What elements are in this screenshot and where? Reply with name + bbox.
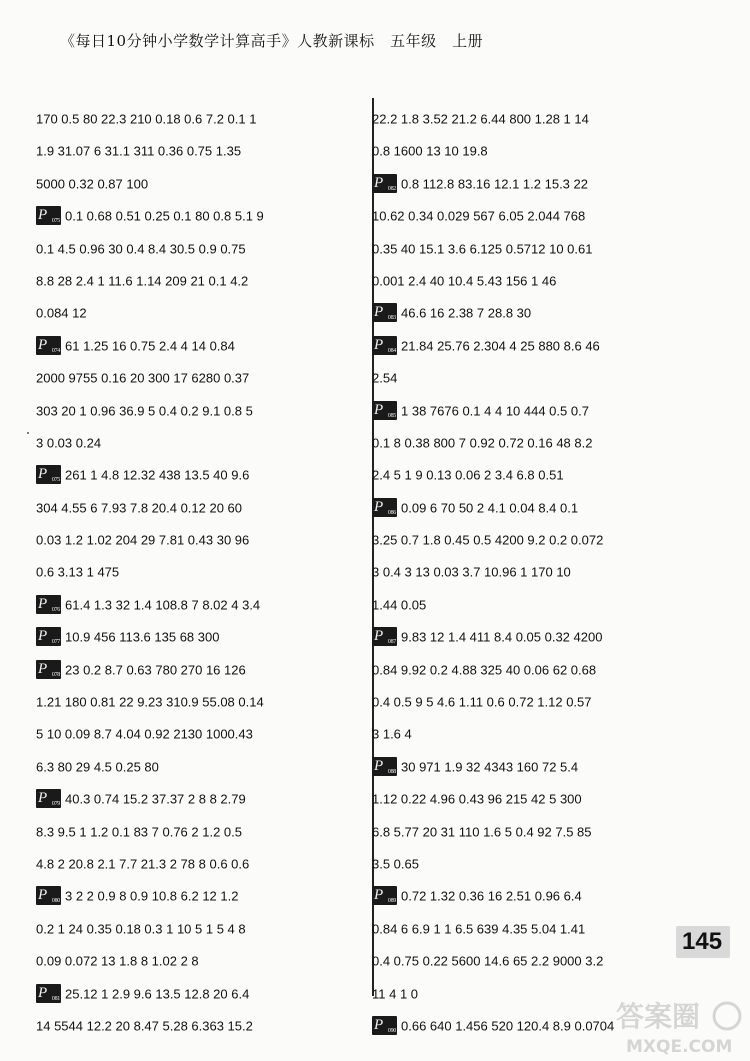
answer-line: [36, 297, 368, 329]
page-ref-number: 083: [387, 315, 396, 322]
answer-values: 0.35 40 15.1 3.6 6.125 0.5712 10 0.61: [372, 240, 593, 256]
answer-line: [372, 233, 734, 265]
answer-values: 6.8 5.77 20 31 110 1.6 5 0.4 92 7.5 85: [372, 823, 592, 839]
answer-values: 8.3 9.5 1 1.2 0.1 83 7 0.76 2 1.2 0.5: [36, 823, 243, 839]
page-ref-number: 081: [51, 995, 60, 1002]
answer-values: 3.25 0.7 1.8 0.45 0.5 4200 9.2 0.2 0.072: [372, 532, 604, 548]
answer-line: [372, 816, 734, 848]
answer-line: [36, 1010, 368, 1042]
page-ref-badge: P 087: [374, 628, 396, 646]
answer-values: 1 38 7676 0.1 4 4 10 444 0.5 0.7: [401, 402, 589, 418]
answer-values: 0.72 1.32 0.36 16 2.51 0.96 6.4: [401, 888, 582, 904]
page-ref-badge: P 079: [38, 790, 60, 808]
page-ref-badge: P 086: [374, 498, 396, 516]
answer-values: 0.8 1600 13 10 19.8: [372, 143, 488, 159]
page-ref-number: 087: [387, 639, 396, 646]
answer-values: 261 1 4.8 12.32 438 13.5 40 9.6: [65, 467, 250, 483]
answer-values: 23 0.2 8.7 0.63 780 270 16 126: [65, 662, 246, 677]
answer-values: 21.84 25.76 2.304 4 25 880 8.6 46: [401, 338, 600, 354]
answer-line: [372, 686, 734, 718]
answer-values: 1.12 0.22 4.96 0.43 96 215 42 5 300: [372, 791, 582, 807]
answer-line: [372, 395, 734, 427]
answer-line: [36, 978, 368, 1010]
answer-line: [36, 233, 368, 265]
answer-line: [372, 168, 734, 200]
answer-line: [372, 880, 734, 912]
answer-values: 2000 9755 0.16 20 300 17 6280 0.37: [36, 370, 250, 386]
page-ref-badge: P 074: [38, 336, 60, 354]
answer-line: [372, 751, 734, 783]
answer-line: [36, 718, 368, 750]
answer-line: [36, 395, 368, 427]
answer-line: [372, 362, 734, 394]
page-ref-badge: P 080: [38, 887, 60, 905]
answer-line: [372, 427, 734, 459]
answer-values: 5 10 0.09 8.7 4.04 0.92 2130 1000.43: [36, 726, 253, 742]
answer-line: [36, 686, 368, 718]
answer-values: 6.3 80 29 4.5 0.25 80: [36, 759, 159, 775]
answer-line: [372, 135, 734, 167]
answer-line: [36, 362, 368, 394]
answer-line: [36, 621, 368, 653]
page-ref-badge: P 090: [374, 1017, 396, 1034]
answer-values: 1.9 31.07 6 31.1 311 0.36 0.75 1.35: [36, 143, 242, 159]
page-ref-number: 089: [387, 898, 396, 905]
answer-values: 0.1 0.68 0.51 0.25 0.1 80 0.8 5.1 9: [65, 208, 264, 224]
answer-values: 10.9 456 113.6 135 68 300: [65, 629, 220, 645]
answer-line: [372, 589, 734, 621]
watermark-bottom: MXQE.COM: [626, 1037, 733, 1056]
watermark-logo: [612, 994, 742, 1056]
answer-line: [372, 265, 734, 297]
answer-line: [36, 913, 368, 945]
page-ref-number: 079: [51, 801, 60, 808]
answer-values: 0.03 1.2 1.02 204 29 7.81 0.43 30 96: [36, 532, 250, 548]
page-ref-badge: P 075: [38, 466, 60, 484]
right-answer-column: [372, 103, 734, 1042]
answer-line: [372, 783, 734, 815]
answer-line: [372, 459, 734, 491]
page-ref-number: 074: [51, 347, 60, 354]
answer-line: [36, 945, 368, 977]
answer-line: [36, 168, 368, 200]
page-ref-number: 090: [387, 1028, 396, 1034]
answer-line: [36, 265, 368, 297]
page-ref-number: 080: [51, 898, 60, 905]
answer-values: 2.54: [372, 370, 398, 386]
page-ref-number: 075: [51, 218, 60, 225]
answer-values: 22.2 1.8 3.52 21.2 6.44 800 1.28 1 14: [372, 111, 589, 127]
page-ref-number: 076: [51, 606, 60, 613]
page-ref-number: 082: [387, 185, 396, 192]
answer-values: 0.84 6 6.9 1 1 6.5 639 4.35 5.04 1.41: [372, 921, 586, 937]
answer-values: 46.6 16 2.38 7 28.8 30: [401, 305, 532, 321]
answer-values: 3 2 2 0.9 8 0.9 10.8 6.2 12 1.2: [65, 888, 239, 904]
watermark-circle: [714, 1003, 740, 1029]
page-ref-badge: P 083: [374, 304, 396, 322]
answer-values: 0.09 0.072 13 1.8 8 1.02 2 8: [36, 953, 199, 969]
answer-values: 0.09 6 70 50 2 4.1 0.04 8.4 0.1: [401, 500, 579, 516]
answer-values: 0.1 4.5 0.96 30 0.4 8.4 30.5 0.9 0.75: [36, 240, 246, 256]
answer-line: [372, 556, 734, 588]
answer-line: [36, 135, 368, 167]
answer-values: 14 5544 12.2 20 8.47 5.28 6.363 15.2: [36, 1018, 253, 1034]
answer-values: 3 1.6 4: [372, 726, 412, 742]
page-ref-number: 075: [51, 477, 60, 484]
answer-line: [36, 459, 368, 491]
answer-line: [372, 621, 734, 653]
page-ref-number: 084: [387, 347, 396, 354]
answer-values: 10.62 0.34 0.029 567 6.05 2.044 768: [372, 208, 586, 224]
answer-values: 30 971 1.9 32 4343 160 72 5.4: [401, 759, 579, 775]
answer-values: 5000 0.32 0.87 100: [36, 176, 149, 192]
page-ref-badge: P 084: [374, 336, 396, 354]
answer-line: [372, 718, 734, 750]
answer-line: [372, 103, 734, 135]
answer-line: [36, 103, 368, 135]
answer-line: [372, 492, 734, 524]
watermark-top: 答案圈: [616, 1000, 701, 1033]
answer-values: 3 0.03 0.24: [36, 435, 102, 451]
answer-line: [372, 524, 734, 556]
watermark-logo-icon: [612, 994, 742, 1056]
answer-line: [36, 783, 368, 815]
page-ref-badge: P 076: [38, 595, 60, 613]
answer-values: 1.44 0.05: [372, 597, 427, 613]
answer-values: 304 4.55 6 7.93 7.8 20.4 0.12 20 60: [36, 500, 243, 516]
answer-line: [36, 880, 368, 912]
answer-values: 3 0.4 3 13 0.03 3.7 10.96 1 170 10: [372, 564, 571, 580]
answer-values: 0.1 8 0.38 800 7 0.92 0.72 0.16 48 8.2: [372, 435, 593, 451]
page-ref-badge: P 078: [38, 660, 60, 678]
answer-line: [372, 200, 734, 232]
page-ref-number: 086: [387, 509, 396, 516]
answer-values: 0.6 3.13 1 475: [36, 564, 120, 580]
answer-values: 61 1.25 16 0.75 2.4 4 14 0.84: [65, 338, 235, 354]
answer-values: 303 20 1 0.96 36.9 5 0.4 0.2 9.1 0.8 5: [36, 402, 253, 418]
answer-line: [36, 200, 368, 232]
answer-values: 0.8 112.8 83.16 12.1 1.2 15.3 22: [401, 176, 588, 192]
answer-values: 3.5 0.65: [372, 856, 419, 872]
answer-values: 0.4 0.5 9 5 4.6 1.11 0.6 0.72 1.12 0.57: [372, 694, 592, 710]
answer-values: 9.83 12 1.4 411 8.4 0.05 0.32 4200: [401, 629, 603, 645]
answer-values: 0.84 9.92 0.2 4.88 325 40 0.06 62 0.68: [372, 662, 597, 677]
answer-line: [372, 297, 734, 329]
answer-line: [36, 427, 368, 459]
page-ref-badge: P 077: [38, 628, 60, 646]
answer-line: [36, 848, 368, 880]
page-ref-badge: P 088: [374, 757, 396, 775]
answer-values: 61.4 1.3 32 1.4 108.8 7 8.02 4 3.4: [65, 597, 261, 613]
left-answer-column: [36, 103, 368, 1042]
stray-dot: [27, 432, 29, 434]
answer-line: [36, 589, 368, 621]
answer-values: 0.4 0.75 0.22 5600 14.6 65 2.2 9000 3.2: [372, 953, 604, 969]
answer-values: 2.4 5 1 9 0.13 0.06 2 3.4 6.8 0.51: [372, 467, 564, 483]
page-number: 145: [676, 926, 730, 958]
answer-values: 170 0.5 80 22.3 210 0.18 0.6 7.2 0.1 1: [36, 111, 257, 127]
page-ref-number: 078: [51, 671, 60, 678]
answer-line: [36, 330, 368, 362]
answer-line: [36, 654, 368, 686]
answer-values: 11 4 1 0: [372, 985, 419, 1001]
page-ref-number: 077: [51, 639, 60, 646]
answer-values: 40.3 0.74 15.2 37.37 2 8 8 2.79: [65, 791, 246, 807]
answer-values: 0.2 1 24 0.35 0.18 0.3 1 10 5 1 5 4 8: [36, 921, 246, 937]
answer-values: 0.084 12: [36, 305, 87, 321]
page-ref-badge: P 089: [374, 887, 396, 905]
page-ref-badge: P 085: [374, 401, 396, 419]
answer-line: [372, 654, 734, 686]
answer-values: 25.12 1 2.9 9.6 13.5 12.8 20 6.4: [65, 985, 250, 1001]
page-ref-number: 088: [387, 768, 396, 775]
answer-values: 0.66 640 1.456 520 120.4 8.9 0.0704: [401, 1018, 615, 1034]
answer-line: [36, 556, 368, 588]
answer-values: 1.21 180 0.81 22 9.23 310.9 55.08 0.14: [36, 694, 264, 710]
answer-line: [36, 751, 368, 783]
answer-line: [36, 524, 368, 556]
page-ref-badge: P 081: [38, 984, 60, 1002]
answer-values: 4.8 2 20.8 2.1 7.7 21.3 2 78 8 0.6 0.6: [36, 856, 250, 872]
page-ref-badge: P 082: [374, 174, 396, 192]
page-ref-badge: P 075: [38, 207, 60, 225]
answer-line: [372, 330, 734, 362]
answer-line: [372, 848, 734, 880]
answer-line: [36, 816, 368, 848]
answer-values: 8.8 28 2.4 1 11.6 1.14 209 21 0.1 4.2: [36, 273, 249, 289]
page-ref-number: 085: [387, 412, 396, 419]
answer-line: [36, 492, 368, 524]
answer-values: 0.001 2.4 40 10.4 5.43 156 1 46: [372, 273, 557, 289]
page-header: 《每日10分钟小学数学计算高手》人教新课标 五年级 上册: [60, 32, 484, 50]
